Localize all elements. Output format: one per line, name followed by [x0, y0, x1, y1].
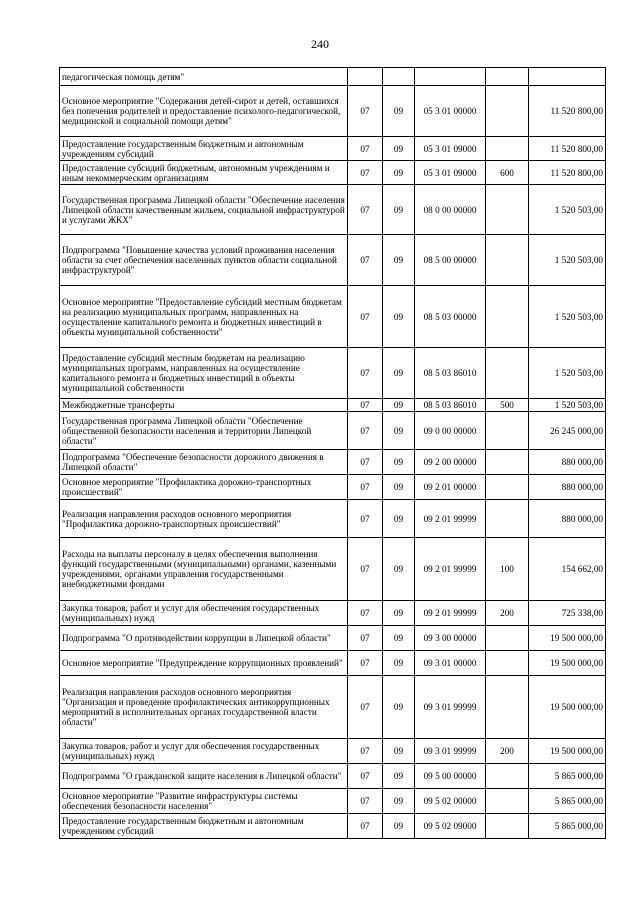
table-row: [60, 86, 606, 137]
expense-type-cell: [486, 348, 529, 399]
amount-cell: 5 865 000,00: [529, 814, 606, 839]
expense-name-cell: Закупка товаров, работ и услуг для обеспечения государственных (муниципальных) нужд: [60, 601, 348, 626]
amount-cell: 26 245 000,00: [529, 412, 606, 450]
expense-type-cell: [486, 86, 529, 137]
subsection-code-cell: 09: [383, 626, 415, 651]
expense-type-cell: [486, 475, 529, 500]
section-code-cell: 07: [348, 450, 383, 475]
table-row: [60, 348, 606, 399]
expense-type-cell: 500: [486, 399, 529, 412]
section-code-cell: 07: [348, 185, 383, 235]
expense-name-cell: Государственная программа Липецкой области "Обеспечение населения Липецкой области качественным жильем, социальной инфраструктурой и услугами ЖКХ": [60, 185, 348, 235]
target-article-cell: 09 2 00 00000: [415, 450, 486, 475]
target-article-cell: 09 0 00 00000: [415, 412, 486, 450]
section-code-cell: 07: [348, 739, 383, 764]
amount-cell: 19 500 000,00: [529, 651, 606, 676]
expense-name-cell: Межбюджетные трансферты: [60, 399, 348, 412]
amount-cell: 880 000,00: [529, 450, 606, 475]
table-row: [60, 601, 606, 626]
target-article-cell: 09 2 01 99999: [415, 538, 486, 601]
table-row: [60, 739, 606, 764]
table-row: [60, 412, 606, 450]
expense-type-cell: 200: [486, 601, 529, 626]
section-code-cell: 07: [348, 348, 383, 399]
budget-table: [59, 67, 606, 839]
expense-type-cell: [486, 450, 529, 475]
amount-cell: 1 520 503,00: [529, 235, 606, 286]
expense-name-cell: Предоставление государственным бюджетным и автономным учреждениям субсидий: [60, 137, 348, 161]
amount-cell: 11 520 800,00: [529, 86, 606, 137]
section-code-cell: 07: [348, 651, 383, 676]
subsection-code-cell: 09: [383, 137, 415, 161]
expense-type-cell: 600: [486, 161, 529, 185]
amount-cell: 725 338,00: [529, 601, 606, 626]
amount-cell: [529, 68, 606, 86]
table-row: [60, 68, 606, 86]
section-code-cell: 07: [348, 764, 383, 789]
section-code-cell: 07: [348, 286, 383, 348]
table-row: [60, 626, 606, 651]
subsection-code-cell: 09: [383, 651, 415, 676]
expense-name-cell: Основное мероприятие "Содержания детей-сирот и детей, оставшихся без попечения родителей и предоставление психолого-педагогической, медицинской и социальной помощи детям": [60, 86, 348, 137]
table-row: [60, 185, 606, 235]
expense-name-cell: Расходы на выплаты персоналу в целях обеспечения выполнения функций государственными (муниципальными) органами, казенными учреждениями, органами управления государственными внебюджетными фондами: [60, 538, 348, 601]
subsection-code-cell: 09: [383, 475, 415, 500]
expense-name-cell: Предоставление субсидий местным бюджетам на реализацию муниципальных программ, направленных на осуществление капитального ремонта и бюджетных инвестиций в объекты муниципальной собственности: [60, 348, 348, 399]
amount-cell: 5 865 000,00: [529, 764, 606, 789]
section-code-cell: 07: [348, 235, 383, 286]
expense-type-cell: [486, 235, 529, 286]
section-code-cell: 07: [348, 626, 383, 651]
target-article-cell: 08 5 03 86010: [415, 348, 486, 399]
expense-type-cell: [486, 626, 529, 651]
table-row: [60, 676, 606, 739]
subsection-code-cell: 09: [383, 764, 415, 789]
subsection-code-cell: 09: [383, 235, 415, 286]
target-article-cell: 05 3 01 00000: [415, 86, 486, 137]
section-code-cell: 07: [348, 475, 383, 500]
table-row: [60, 475, 606, 500]
expense-type-cell: [486, 412, 529, 450]
amount-cell: 1 520 503,00: [529, 399, 606, 412]
table-row: [60, 764, 606, 789]
section-code-cell: 07: [348, 86, 383, 137]
expense-type-cell: [486, 185, 529, 235]
section-code-cell: 07: [348, 137, 383, 161]
expense-name-cell: Подпрограмма "О гражданской защите населения в Липецкой области": [60, 764, 348, 789]
expense-name-cell: педагогическая помощь детям": [60, 68, 348, 86]
section-code-cell: [348, 68, 383, 86]
subsection-code-cell: 09: [383, 676, 415, 739]
amount-cell: 1 520 503,00: [529, 286, 606, 348]
subsection-code-cell: 09: [383, 412, 415, 450]
table-row: [60, 161, 606, 185]
amount-cell: 11 520 800,00: [529, 161, 606, 185]
table-row: [60, 500, 606, 538]
expense-type-cell: [486, 651, 529, 676]
subsection-code-cell: 09: [383, 601, 415, 626]
section-code-cell: 07: [348, 412, 383, 450]
subsection-code-cell: 09: [383, 739, 415, 764]
section-code-cell: 07: [348, 676, 383, 739]
subsection-code-cell: 09: [383, 538, 415, 601]
expense-type-cell: 200: [486, 739, 529, 764]
page-number: 240: [311, 37, 329, 51]
target-article-cell: 09 3 01 99999: [415, 676, 486, 739]
table-row: [60, 399, 606, 412]
expense-name-cell: Реализация направления расходов основного мероприятия "Организация и проведение профилактических антикоррупционных мероприятий в исполнительных органах государственной власти области": [60, 676, 348, 739]
expense-name-cell: Подпрограмма "Обеспечение безопасности дорожного движения в Липецкой области": [60, 450, 348, 475]
subsection-code-cell: 09: [383, 450, 415, 475]
subsection-code-cell: 09: [383, 789, 415, 814]
target-article-cell: 09 5 00 00000: [415, 764, 486, 789]
subsection-code-cell: 09: [383, 185, 415, 235]
budget-table-body: [60, 68, 606, 839]
expense-type-cell: [486, 500, 529, 538]
subsection-code-cell: 09: [383, 86, 415, 137]
expense-type-cell: [486, 789, 529, 814]
expense-type-cell: [486, 286, 529, 348]
amount-cell: 880 000,00: [529, 500, 606, 538]
target-article-cell: 08 5 00 00000: [415, 235, 486, 286]
expense-type-cell: [486, 676, 529, 739]
table-row: [60, 789, 606, 814]
table-row: [60, 651, 606, 676]
subsection-code-cell: [383, 68, 415, 86]
expense-name-cell: Подпрограмма "О противодействии коррупции в Липецкой области": [60, 626, 348, 651]
target-article-cell: 09 2 01 99999: [415, 500, 486, 538]
subsection-code-cell: 09: [383, 286, 415, 348]
amount-cell: 11 520 800,00: [529, 137, 606, 161]
section-code-cell: 07: [348, 161, 383, 185]
expense-name-cell: Основное мероприятие "Профилактика дорожно-транспортных происшествий": [60, 475, 348, 500]
subsection-code-cell: 09: [383, 161, 415, 185]
target-article-cell: 09 5 02 09000: [415, 814, 486, 839]
section-code-cell: 07: [348, 789, 383, 814]
amount-cell: 19 500 000,00: [529, 739, 606, 764]
expense-name-cell: Подпрограмма "Повышение качества условий проживания населения области за счет обеспечения населенных пунктов области социальной инфраструктурой": [60, 235, 348, 286]
expense-type-cell: [486, 764, 529, 789]
expense-name-cell: Основное мероприятие "Предупреждение коррупционных проявлений": [60, 651, 348, 676]
subsection-code-cell: 09: [383, 399, 415, 412]
expense-type-cell: 100: [486, 538, 529, 601]
target-article-cell: 08 0 00 00000: [415, 185, 486, 235]
amount-cell: 5 865 000,00: [529, 789, 606, 814]
section-code-cell: 07: [348, 500, 383, 538]
target-article-cell: [415, 68, 486, 86]
expense-name-cell: Государственная программа Липецкой области "Обеспечение общественной безопасности населения и территории Липецкой области": [60, 412, 348, 450]
subsection-code-cell: 09: [383, 500, 415, 538]
expense-type-cell: [486, 814, 529, 839]
table-row: [60, 137, 606, 161]
expense-name-cell: Предоставление субсидий бюджетным, автономным учреждениям и иным некоммерческим организациям: [60, 161, 348, 185]
table-row: [60, 235, 606, 286]
section-code-cell: 07: [348, 601, 383, 626]
target-article-cell: 09 3 00 00000: [415, 626, 486, 651]
amount-cell: 19 500 000,00: [529, 626, 606, 651]
target-article-cell: 09 3 01 99999: [415, 739, 486, 764]
expense-name-cell: Основное мероприятие "Развитие инфраструктуры системы обеспечения безопасности населения": [60, 789, 348, 814]
target-article-cell: 09 5 02 00000: [415, 789, 486, 814]
amount-cell: 880 000,00: [529, 475, 606, 500]
target-article-cell: 09 3 01 00000: [415, 651, 486, 676]
target-article-cell: 09 2 01 99999: [415, 601, 486, 626]
target-article-cell: 09 2 01 00000: [415, 475, 486, 500]
expense-name-cell: Предоставление государственным бюджетным и автономным учреждениям субсидий: [60, 814, 348, 839]
amount-cell: 19 500 000,00: [529, 676, 606, 739]
expense-name-cell: Основное мероприятие "Предоставление субсидий местным бюджетам на реализацию муниципальных программ, направленных на осуществление капитального ремонта и бюджетных инвестиций в объекты муниципальной собственности": [60, 286, 348, 348]
expense-type-cell: [486, 137, 529, 161]
table-row: [60, 450, 606, 475]
amount-cell: 1 520 503,00: [529, 348, 606, 399]
amount-cell: 1 520 503,00: [529, 185, 606, 235]
section-code-cell: 07: [348, 538, 383, 601]
target-article-cell: 05 3 01 09000: [415, 137, 486, 161]
expense-type-cell: [486, 68, 529, 86]
amount-cell: 154 662,00: [529, 538, 606, 601]
target-article-cell: 08 5 03 86010: [415, 399, 486, 412]
table-row: [60, 286, 606, 348]
table-row: [60, 538, 606, 601]
target-article-cell: 08 5 03 00000: [415, 286, 486, 348]
section-code-cell: 07: [348, 814, 383, 839]
target-article-cell: 05 3 01 09000: [415, 161, 486, 185]
section-code-cell: 07: [348, 399, 383, 412]
expense-name-cell: Реализация направления расходов основного мероприятия "Профилактика дорожно-транспортных происшествий": [60, 500, 348, 538]
subsection-code-cell: 09: [383, 814, 415, 839]
subsection-code-cell: 09: [383, 348, 415, 399]
table-row: [60, 814, 606, 839]
expense-name-cell: Закупка товаров, работ и услуг для обеспечения государственных (муниципальных) нужд: [60, 739, 348, 764]
